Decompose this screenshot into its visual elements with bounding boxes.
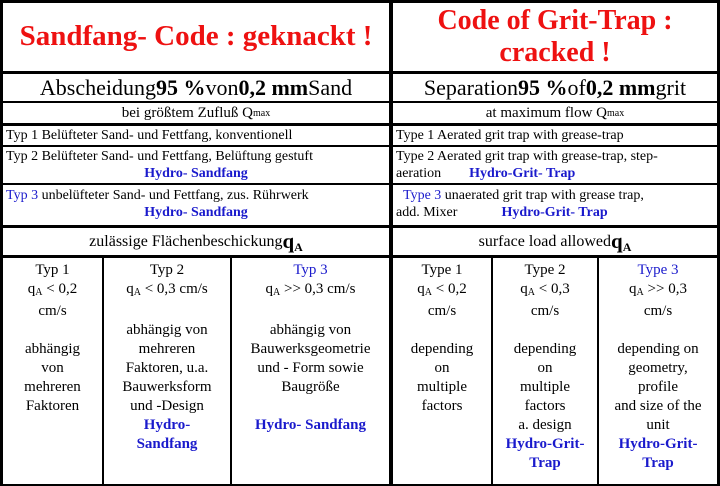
column-type-name: Typ 3 (293, 262, 328, 278)
product-name: Hydro- Sandfang (254, 417, 366, 433)
type3-row-english: Type 3 unaerated grit trap with grease trap, add. Mixer Hydro-Grit- Trap (393, 185, 717, 225)
column-type2-english: Type 2 $q_A < 0,3$ cm/s depending on multiple factors a. design Hydro-Grit- Trap (493, 258, 597, 484)
product-name: Hydro- (143, 417, 191, 433)
column-type-name: Typ 2 (149, 262, 185, 278)
type2-row-german: Typ 2 Belüfteter Sand- und Fettfang, Belüftung gestuft Hydro- Sandfang (3, 147, 389, 183)
type2-row-english: Type 2 Aerated grit trap with grease-trap, step- aeration Hydro-Grit- Trap (393, 147, 717, 183)
product-name: Sandfang (136, 436, 198, 452)
column-typ2-german: Typ 2 $q_A < 0,3$ cm/s abhängig von mehreren Faktoren, u.a. Bauwerksform und -Design Hydro- Sandfang (104, 258, 230, 484)
product-name: Hydro- Sandfang (144, 166, 248, 181)
title-german-text: Sandfang- Code : geknackt ! (19, 20, 373, 53)
product-name: Trap (642, 455, 674, 471)
column-type-name: Typ 1 (35, 262, 70, 278)
surface-load-english: surface load allowed $q_A$ (393, 228, 717, 255)
column-typ3-german: Typ 3 $q_A >> 0,3$ cm/s abhängig von Bauwerksgeometrie und - Form sowie Baugröße Hydro- Sandfang (232, 258, 389, 484)
type1-row-german: Typ 1 Belüfteter Sand- und Fettfang, konventionell (3, 126, 389, 145)
separation-german: Abscheidung 95 % von 0,2 mm Sand (3, 74, 389, 101)
max-flow-english: at maximum flow Q max (393, 103, 717, 123)
surface-load-german: zulässige Flächenbeschickung $q_A$ (3, 228, 389, 255)
product-name: Hydro- Sandfang (144, 205, 248, 220)
column-type-name: Type 2 (524, 262, 566, 278)
column-type3-english: Type 3 $q_A >> 0,3$ cm/s depending on geometry, profile and size of the unit Hydro-Grit- Trap (599, 258, 717, 484)
product-name: Hydro-Grit- (618, 436, 698, 452)
separation-english: Separation 95 % of 0,2 mm grit (393, 74, 717, 101)
product-name: Hydro-Grit- Trap (501, 205, 608, 220)
title-english (393, 3, 717, 71)
product-name: Hydro-Grit- (505, 436, 585, 452)
product-name: Trap (529, 455, 561, 471)
title-english-line1: Code of Grit-Trap : (437, 4, 673, 36)
column-type-name: Type 3 (637, 262, 679, 278)
column-type1-english: Type 1 $q_A < 0,2$ cm/s depending on multiple factors (393, 258, 491, 484)
type1-row-english: Type 1 Aerated grit trap with grease-trap (393, 126, 717, 145)
type3-row-german: Typ 3 unbelüfteter Sand- und Fettfang, zus. Rührwerk Hydro- Sandfang (3, 185, 389, 225)
title-english-line2: cracked ! (499, 37, 611, 68)
max-flow-german: bei größtem Zufluß Q max (3, 103, 389, 123)
column-typ1-german: Typ 1 $q_A < 0,2$ cm/s abhängig von mehreren Faktoren (3, 258, 102, 484)
title-german (3, 3, 389, 71)
column-type-name: Type 1 (421, 262, 463, 278)
product-name: Hydro-Grit- Trap (469, 166, 576, 181)
